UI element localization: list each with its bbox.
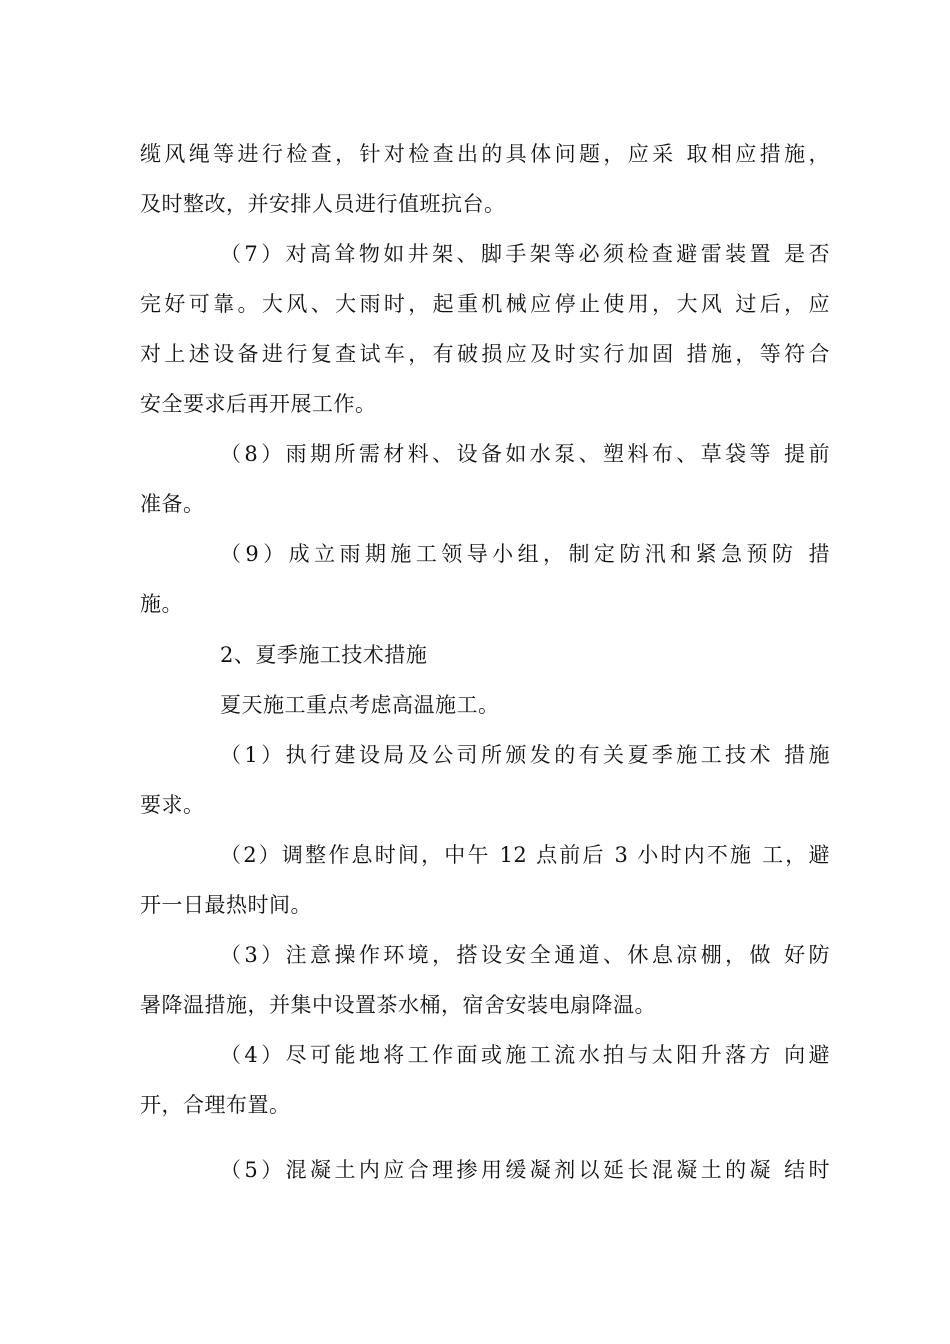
section-intro: 夏天施工重点考虑高温施工。 [220,693,500,717]
text-line: 准备。 [140,492,205,516]
section-heading: 2、夏季施工技术措施 [220,643,428,667]
text-line: 完好可靠。大风、大雨时，起重机械应停止使用，大风 过后，应 [140,292,830,316]
text-line: 施。 [140,592,183,616]
text-line: 暑降温措施，并集中设置茶水桶，宿舍安装电扇降温。 [140,993,656,1017]
text-line: 开一日最热时间。 [140,893,312,917]
paragraph-9-line-1: （9）成立雨期施工领导小组，制定防汛和紧急预防 措 [220,542,830,566]
text-line: 对上述设备进行复查试车，有破损应及时实行加固 措施，等符合 [140,342,830,366]
paragraph-7-line-1: （7）对高耸物如井架、脚手架等必须检查避雷装置 是否 [220,242,830,266]
item-3-line-1: （3）注意操作环境，搭设安全通道、休息凉棚，做 好防 [220,943,830,967]
text-line: 要求。 [140,793,205,817]
item-1-line-1: （1）执行建设局及公司所颁发的有关夏季施工技术 措施 [220,743,830,767]
paragraph-8-line-1: （8）雨期所需材料、设备如水泵、塑料布、草袋等 提前 [220,442,830,466]
text-line: 缆风绳等进行检查，针对检查出的具体问题，应采 取相应措施， [140,142,830,166]
item-5-line-1: （5）混凝土内应合理掺用缓凝剂以延长混凝土的凝 结时 [220,1158,830,1182]
text-line: 及时整改，并安排人员进行值班抗台。 [140,192,506,216]
text-line: 安全要求后再开展工作。 [140,392,377,416]
item-4-line-1: （4）尽可能地将工作面或施工流水拍与太阳升落方 向避 [220,1043,830,1067]
text-line: 开，合理布置。 [140,1093,291,1117]
item-2-line-1: （2）调整作息时间，中午 12 点前后 3 小时内不施 工，避 [220,843,830,867]
